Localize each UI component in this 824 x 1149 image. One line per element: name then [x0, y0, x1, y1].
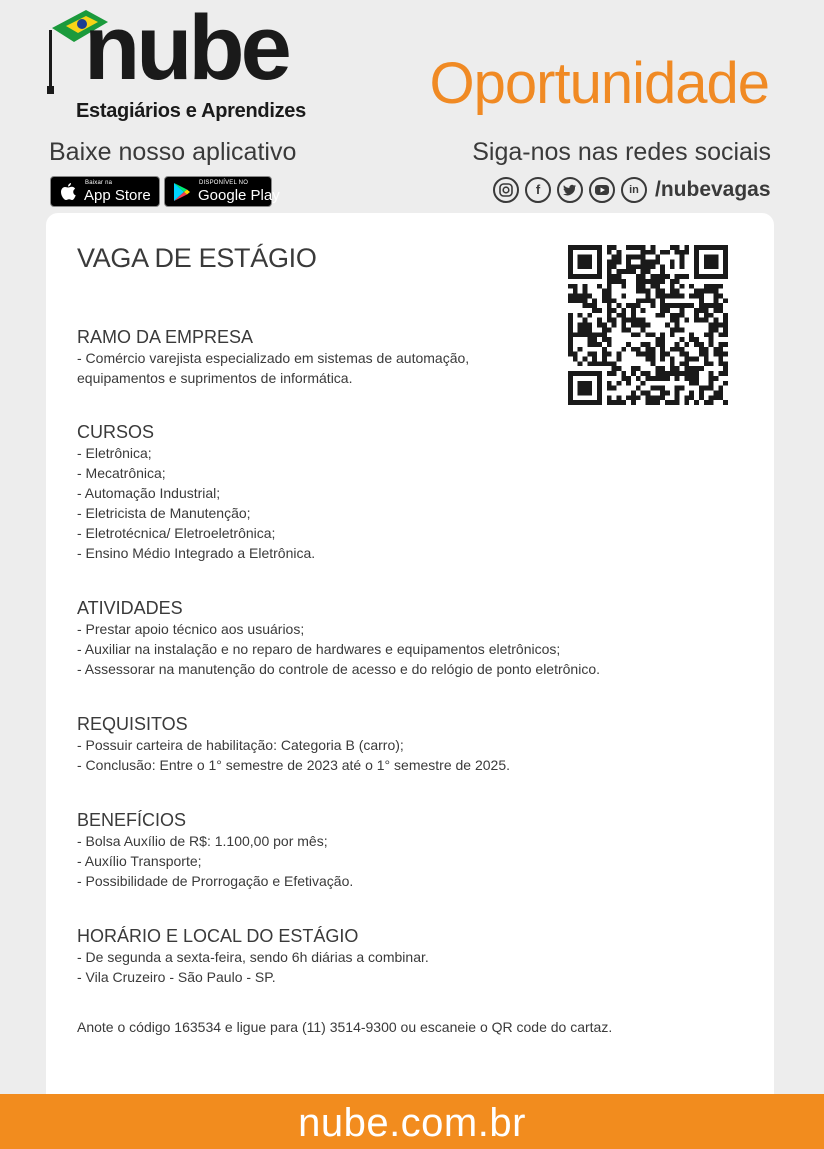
section-line: - Possibilidade de Prorrogação e Efetivação.: [77, 873, 354, 889]
section-line: equipamentos e suprimentos de informática.: [77, 370, 353, 386]
section-line: - Bolsa Auxílio de R$: 1.100,00 por mês;: [77, 833, 328, 849]
section-heading: HORÁRIO E LOCAL DO ESTÁGIO: [77, 926, 359, 946]
logo-wordmark: nube: [84, 0, 288, 99]
section-horario-local: [77, 925, 429, 987]
qr-code[interactable]: [568, 244, 728, 406]
section-line: - De segunda a sexta-feira, sendo 6h diárias a combinar.: [77, 949, 429, 965]
app-store-button[interactable]: [50, 176, 160, 207]
apple-icon: [59, 182, 77, 202]
logo-subtitle: Estagiários e Aprendizes: [76, 100, 306, 122]
section-line: - Eletrotécnica/ Eletroeletrônica;: [77, 525, 276, 541]
section-line: - Assessorar na manutenção do controle de acesso e do relógio de ponto eletrônico.: [77, 661, 600, 677]
job-title: VAGA DE ESTÁGIO: [77, 243, 317, 273]
twitter-icon[interactable]: [557, 177, 583, 203]
section-line: - Auxiliar na instalação e no reparo de hardwares e equipamentos eletrônicos;: [77, 641, 561, 657]
section-heading: BENEFÍCIOS: [77, 810, 187, 830]
section-line: - Eletricista de Manutenção;: [77, 505, 251, 521]
section-line: - Ensino Médio Integrado a Eletrônica.: [77, 545, 316, 561]
section-line: - Auxílio Transporte;: [77, 853, 202, 869]
section-heading: RAMO DA EMPRESA: [77, 327, 254, 347]
header: [0, 0, 824, 215]
section-ramo: [77, 326, 469, 388]
app-download-label: Baixe nosso aplicativo: [49, 138, 297, 166]
facebook-icon[interactable]: f: [525, 177, 551, 203]
section-line: - Mecatrônica;: [77, 465, 166, 481]
contact-note: Anote o código 163534 e ligue para (11) 3514-9300 ou escaneie o QR code do cartaz.: [77, 1019, 613, 1035]
section-line: - Prestar apoio técnico aos usuários;: [77, 621, 305, 637]
section-line: - Vila Cruzeiro - São Paulo - SP.: [77, 969, 276, 985]
youtube-icon[interactable]: [589, 177, 615, 203]
social-label: Siga-nos nas redes sociais: [472, 138, 771, 166]
google-play-small-text: DISPONÍVEL NO: [199, 180, 249, 186]
section-requisitos: [77, 713, 510, 775]
social-handle[interactable]: /nubevagas: [655, 178, 771, 201]
app-store-label: App Store: [84, 187, 151, 204]
section-line: - Possuir carteira de habilitação: Categoria B (carro);: [77, 737, 404, 753]
google-play-label: Google Play: [198, 187, 280, 204]
google-play-icon: [173, 182, 191, 202]
section-line: - Comércio varejista especializado em sistemas de automação,: [77, 350, 470, 366]
job-card: [46, 213, 774, 1113]
section-heading: CURSOS: [77, 422, 155, 442]
section-beneficios: [77, 809, 353, 891]
nube-logo[interactable]: [46, 0, 306, 126]
section-line: - Automação Industrial;: [77, 485, 221, 501]
linkedin-icon[interactable]: in: [621, 177, 647, 203]
footer-bar: [0, 1094, 824, 1149]
instagram-icon[interactable]: [493, 177, 519, 203]
footer-url[interactable]: nube.com.br: [298, 1101, 526, 1145]
section-line: - Conclusão: Entre o 1° semestre de 2023 até o 1° semestre de 2025.: [77, 757, 511, 773]
google-play-button[interactable]: [164, 176, 280, 207]
section-heading: REQUISITOS: [77, 714, 188, 734]
section-line: - Eletrônica;: [77, 445, 152, 461]
section-heading: ATIVIDADES: [77, 598, 183, 618]
section-cursos: [77, 421, 315, 563]
app-store-small-text: Baixar na: [85, 180, 113, 186]
headline: Oportunidade: [429, 51, 769, 116]
section-atividades: [77, 597, 600, 679]
